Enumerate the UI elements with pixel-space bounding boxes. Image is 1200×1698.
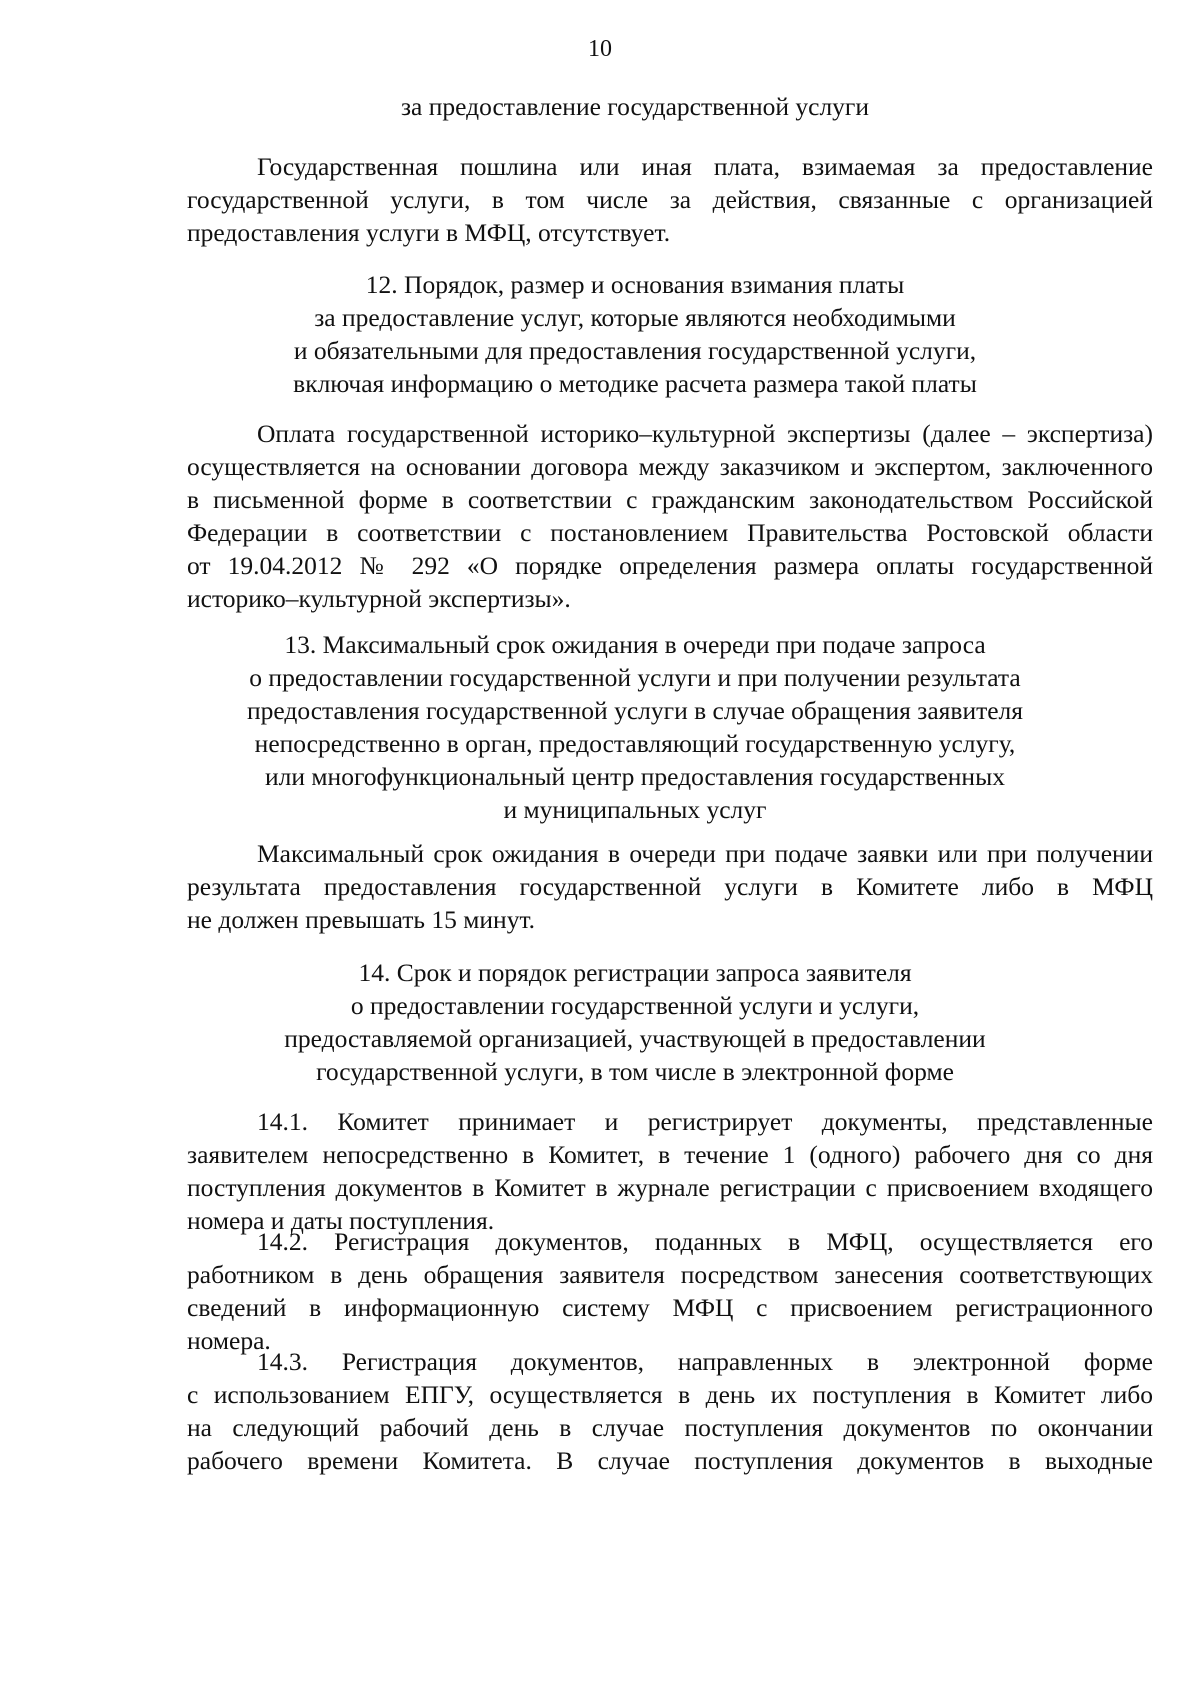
heading-line: предоставления государственной услуги в случае обращения заявителя — [246, 696, 1024, 725]
paragraph-line: поступления документов в Комитет в журнале регистрации с присвоением входящего — [187, 1173, 1153, 1202]
paragraph-max-waiting-time — [117, 837, 1153, 936]
heading-line: за предоставление государственной услуги — [400, 92, 870, 121]
heading-line: государственной услуги, в том числе в электронной форме — [316, 1057, 954, 1086]
section-11-heading-tail — [117, 90, 1153, 123]
paragraph-fee-absent — [117, 150, 1153, 249]
paragraph-line: номера. — [187, 1326, 271, 1355]
heading-line: 12. Порядок, размер и основания взимания платы — [365, 270, 905, 299]
paragraph-line: 14.2. Регистрация документов, поданных в МФЦ, осуществляется его — [257, 1227, 1153, 1256]
paragraph-line: 14.1. Комитет принимает и регистрирует документы, представленные — [257, 1107, 1153, 1136]
paragraph-line: осуществляется на основании договора между заказчиком и экспертом, заключенного — [187, 452, 1153, 481]
heading-line: и муниципальных услуг — [503, 795, 767, 824]
heading-line: 13. Максимальный срок ожидания в очереди при подаче запроса — [284, 630, 986, 659]
paragraph-line: заявителем непосредственно в Комитет, в течение 1 (одного) рабочего дня со дня — [187, 1140, 1153, 1169]
paragraph-line: от 19.04.2012 № 292 «О порядке определения размера оплаты государственной — [187, 551, 1153, 580]
section-14-heading — [117, 956, 1153, 1088]
paragraph-line: Федерации в соответствии с постановлением Правительства Ростовской области — [187, 518, 1153, 547]
paragraph-expertise-payment — [117, 417, 1153, 615]
paragraph-line: номера и даты поступления. — [187, 1206, 495, 1235]
paragraph-line: историко–культурной экспертизы». — [187, 584, 571, 613]
paragraph-line: рабочего времени Комитета. В случае поступления документов в выходные — [187, 1446, 1153, 1475]
paragraph-line: сведений в информационную систему МФЦ с присвоением регистрационного — [187, 1293, 1153, 1322]
paragraph-line: работником в день обращения заявителя посредством занесения соответствующих — [187, 1260, 1153, 1289]
section-13-heading — [117, 628, 1153, 826]
paragraph-line: результата предоставления государственной услуги в Комитете либо в МФЦ — [187, 872, 1153, 901]
paragraph-line: Оплата государственной историко–культурной экспертизы (далее – экспертиза) — [257, 419, 1153, 448]
heading-line: за предоставление услуг, которые являются необходимыми — [314, 303, 956, 332]
paragraph-14-3 — [117, 1345, 1153, 1477]
paragraph-14-2 — [117, 1225, 1153, 1357]
heading-line: непосредственно в орган, предоставляющий государственную услугу, — [254, 729, 1016, 758]
heading-line: и обязательными для предоставления государственной услуги, — [293, 336, 977, 365]
paragraph-line: предоставления услуги в МФЦ, отсутствует. — [187, 218, 671, 247]
paragraph-14-1 — [117, 1105, 1153, 1237]
heading-line: включая информацию о методике расчета размера такой платы — [293, 369, 977, 398]
paragraph-line: 14.3. Регистрация документов, направленных в электронной форме — [257, 1347, 1153, 1376]
heading-line: о предоставлении государственной услуги и услуги, — [350, 991, 920, 1020]
paragraph-line: государственной услуги, в том числе за действия, связанные с организацией — [187, 185, 1153, 214]
paragraph-line: с использованием ЕПГУ, осуществляется в день их поступления в Комитет либо — [187, 1380, 1153, 1409]
paragraph-line: Максимальный срок ожидания в очереди при подаче заявки или при получении — [257, 839, 1153, 868]
heading-line: предоставляемой организацией, участвующей в предоставлении — [284, 1024, 986, 1053]
paragraph-line: на следующий рабочий день в случае поступления документов по окончании — [187, 1413, 1153, 1442]
section-12-heading — [117, 268, 1153, 400]
paragraph-line: не должен превышать 15 минут. — [187, 905, 536, 934]
page-number: 10 — [588, 36, 612, 62]
heading-line: о предоставлении государственной услуги и при получении результата — [249, 663, 1021, 692]
heading-line: 14. Срок и порядок регистрации запроса заявителя — [358, 958, 912, 987]
paragraph-line: Государственная пошлина или иная плата, взимаемая за предоставление — [257, 152, 1153, 181]
heading-line: или многофункциональный центр предоставления государственных — [265, 762, 1005, 791]
paragraph-line: в письменной форме в соответствии с гражданским законодательством Российской — [187, 485, 1153, 514]
